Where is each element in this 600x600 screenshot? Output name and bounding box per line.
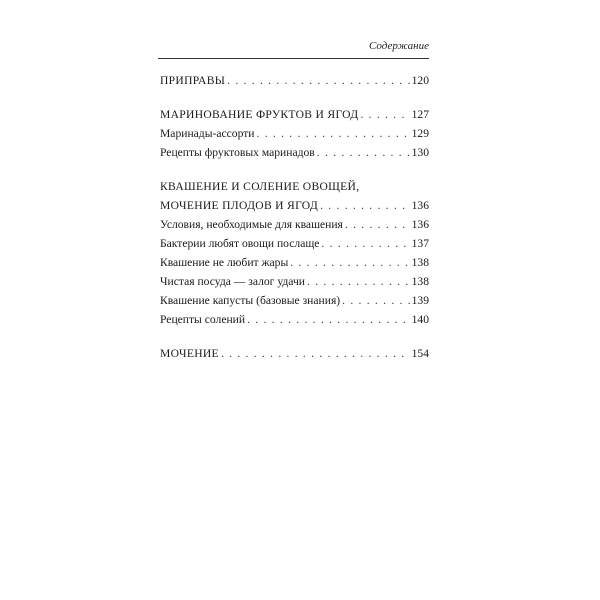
dot-leader — [247, 310, 410, 329]
table-of-contents — [160, 71, 429, 378]
header-rule — [158, 58, 429, 59]
toc-item-title: Рецепты солений — [160, 313, 246, 326]
toc-page-number: 130 — [411, 146, 429, 159]
toc-page-number: 138 — [411, 256, 429, 269]
toc-item-title: Условия, необходимые для квашения — [160, 218, 343, 231]
toc-section-title: ПРИПРАВЫ — [160, 74, 226, 87]
toc-item-title: Чистая посуда — залог удачи — [160, 275, 306, 288]
dot-leader — [342, 291, 409, 310]
toc-section-entry — [160, 71, 429, 90]
toc-item — [160, 215, 429, 234]
toc-section-entry — [160, 105, 429, 124]
dot-leader — [345, 215, 410, 234]
dot-leader — [290, 253, 409, 272]
toc-item-title: Бактерии любят овощи послаще — [160, 237, 320, 250]
toc-item-title: Маринады-ассорти — [160, 127, 255, 140]
toc-item — [160, 291, 429, 310]
toc-page-number: 138 — [411, 275, 429, 288]
toc-item — [160, 310, 429, 329]
toc-page-number: 140 — [411, 313, 429, 326]
toc-page-number: 129 — [411, 127, 429, 140]
dot-leader — [307, 272, 410, 291]
toc-section-entry — [160, 196, 429, 215]
toc-page-number: 136 — [411, 218, 429, 231]
toc-item-title: Квашение не любит жары — [160, 256, 289, 269]
toc-page-number: 120 — [411, 74, 429, 87]
toc-page-number: 127 — [411, 108, 429, 121]
dot-leader — [221, 344, 410, 363]
toc-page-number: 137 — [411, 237, 429, 250]
running-head: Содержание — [368, 40, 429, 52]
toc-group-soaking — [160, 344, 429, 363]
dot-leader — [317, 143, 410, 162]
toc-item-title: Рецепты фруктовых маринадов — [160, 146, 315, 159]
toc-item — [160, 143, 429, 162]
toc-section-entry — [160, 344, 429, 363]
toc-item-title: Квашение капусты (базовые знания) — [160, 294, 341, 307]
toc-page-number: 139 — [411, 294, 429, 307]
toc-section-title: МОЧЕНИЕ — [160, 347, 219, 360]
dot-leader — [320, 196, 410, 215]
toc-group-fermenting — [160, 177, 429, 329]
dot-leader — [257, 124, 410, 143]
toc-page-number: 136 — [411, 199, 429, 212]
toc-section-title: МАРИНОВАНИЕ ФРУКТОВ И ЯГОД — [160, 108, 359, 121]
dot-leader — [227, 71, 409, 90]
toc-group-condiments — [160, 71, 429, 90]
toc-item — [160, 272, 429, 291]
toc-item — [160, 253, 429, 272]
toc-group-pickling-fruits — [160, 105, 429, 162]
toc-section-title: МОЧЕНИЕ ПЛОДОВ И ЯГОД — [160, 199, 319, 212]
toc-page-number: 154 — [411, 347, 429, 360]
toc-item — [160, 234, 429, 253]
toc-section-title-line: КВАШЕНИЕ И СОЛЕНИЕ ОВОЩЕЙ, — [160, 180, 360, 193]
dot-leader — [321, 234, 409, 253]
dot-leader — [360, 105, 409, 124]
toc-item — [160, 124, 429, 143]
